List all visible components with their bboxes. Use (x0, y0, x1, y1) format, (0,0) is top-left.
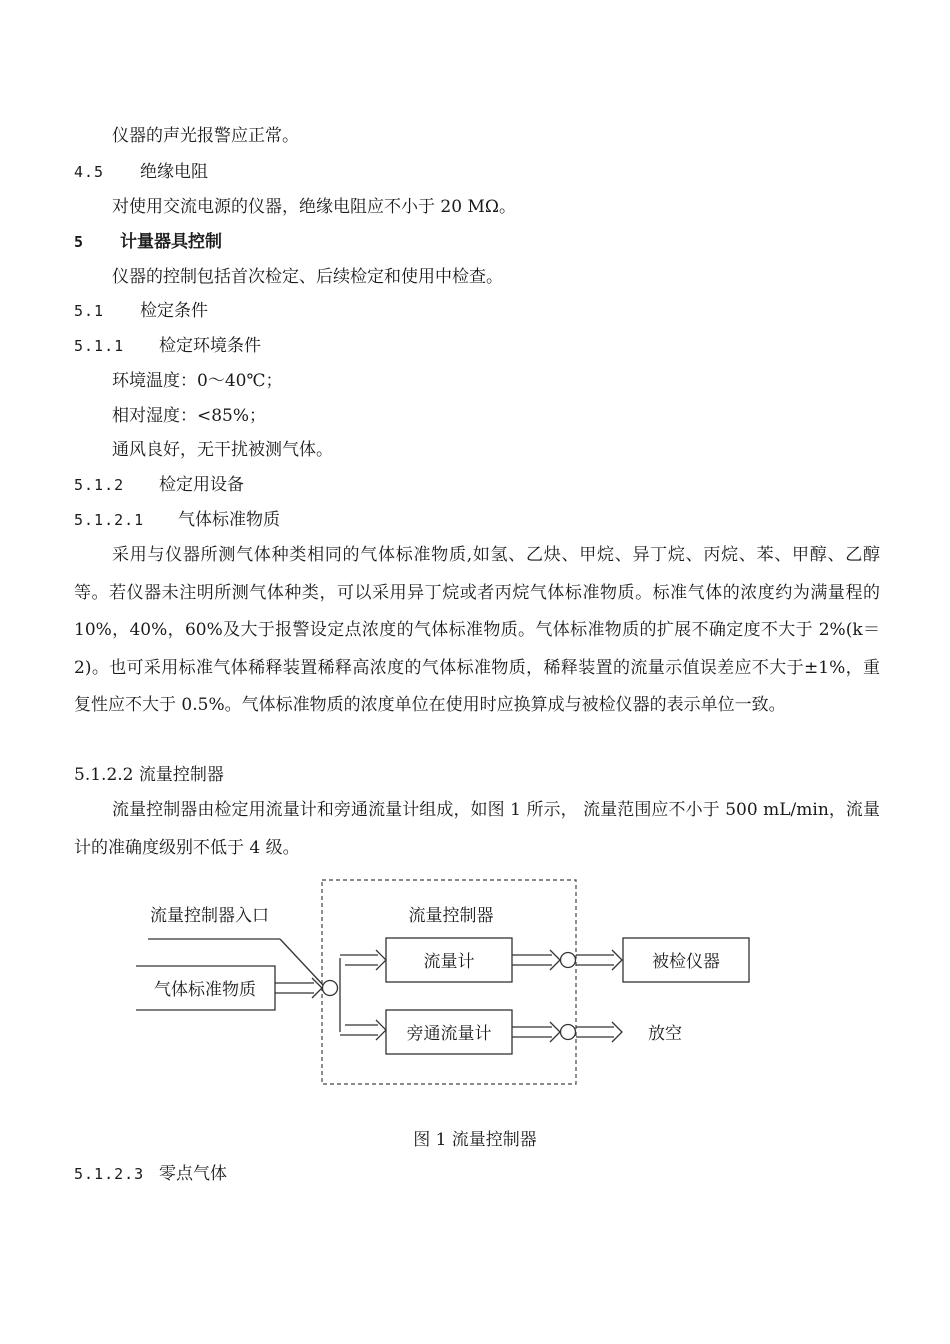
section-number: 5.1.2.3 (74, 1165, 145, 1183)
vent-label: 放空 (648, 1024, 682, 1044)
section-title: 检定环境条件 (159, 336, 261, 356)
arrow-to-dut (576, 950, 622, 970)
env-ventilation: 通风良好，无干扰被测气体。 (112, 440, 333, 460)
arrow-flowmeter-out (512, 950, 560, 970)
section-5-text: 仪器的控制包括首次检定、后续检定和使用中检查。 (112, 267, 503, 287)
bypass-flowmeter-label: 旁通流量计 (406, 1024, 492, 1044)
section-number: 5.1.2.1 (74, 511, 145, 529)
section-title: 检定条件 (140, 301, 208, 321)
section-title: 零点气体 (159, 1164, 227, 1184)
gas-standard-label: 气体标准物质 (154, 980, 256, 1000)
arrow-to-vent (576, 1022, 622, 1042)
inlet-label: 流量控制器入口 (150, 906, 269, 926)
section-title: 气体标准物质 (178, 510, 280, 530)
section-number: 5.1 (74, 302, 105, 320)
section-number: 5.1.2 (74, 476, 125, 494)
arrow-bypass-out (512, 1022, 560, 1042)
section-title: 计量器具控制 (120, 232, 222, 252)
figure-caption: 图 1 流量控制器 (413, 1130, 537, 1150)
env-humidity: 相对湿度：<85%； (112, 406, 267, 426)
paragraph-text: 流量控制器由检定用流量计和旁通流量计组成，如图 1 所示， 流量范围应不小于 500 mL/min，流量计的准确度级别不低于 4 级。 (74, 800, 880, 858)
section-title: 检定用设备 (159, 475, 244, 495)
section-number: 4.5 (74, 163, 105, 181)
paragraph-text: 采用与仪器所测气体种类相同的气体标准物质,如氢、乙炔、甲烷、异丁烷、丙烷、苯、甲醇、乙醇等。若仪器未注明所测气体种类，可以采用异丁烷或者丙烷气体标准物质。标准气体的浓度约为满量程的 10%，40%，60%及大于报警设定点浓度的气体标准物质。气体标准物质的扩展不确定度不大于 2%(k＝2)。也可采用标准气体稀释装置稀释高浓度的气体标准物质，稀释装置的流量示值误差应不大于±1%，重复性应不大于 0.5%。气体标准物质的浓度单位在使用时应换算成与被检仪器的表示单位一致。 (74, 545, 880, 715)
section-5-1-2-2-heading: 5.1.2.2 流量控制器 (74, 765, 224, 785)
flowmeter-label: 流量计 (423, 952, 475, 972)
insulation-text: 对使用交流电源的仪器，绝缘电阻应不小于 20 MΩ。 (112, 197, 516, 217)
section-number: 5.1.1 (74, 337, 125, 355)
env-temperature: 环境温度：0～40℃； (112, 371, 283, 391)
arrow-to-flowmeter (340, 950, 386, 970)
section-5-1-2-3-heading (74, 1162, 227, 1186)
arrow-gas-to-junction (275, 978, 322, 998)
bypass-outlet-node (561, 1025, 576, 1040)
inlet-line-diagonal (280, 939, 323, 985)
device-under-test-label: 被检仪器 (652, 952, 720, 972)
flowmeter-outlet-node (561, 953, 576, 968)
arrow-to-bypass (340, 1020, 386, 1040)
section-number: 5 (74, 233, 85, 251)
junction-node (323, 981, 338, 996)
section-title: 绝缘电阻 (140, 162, 208, 182)
controller-label: 流量控制器 (408, 906, 494, 926)
alarm-text: 仪器的声光报警应正常。 (112, 126, 299, 146)
